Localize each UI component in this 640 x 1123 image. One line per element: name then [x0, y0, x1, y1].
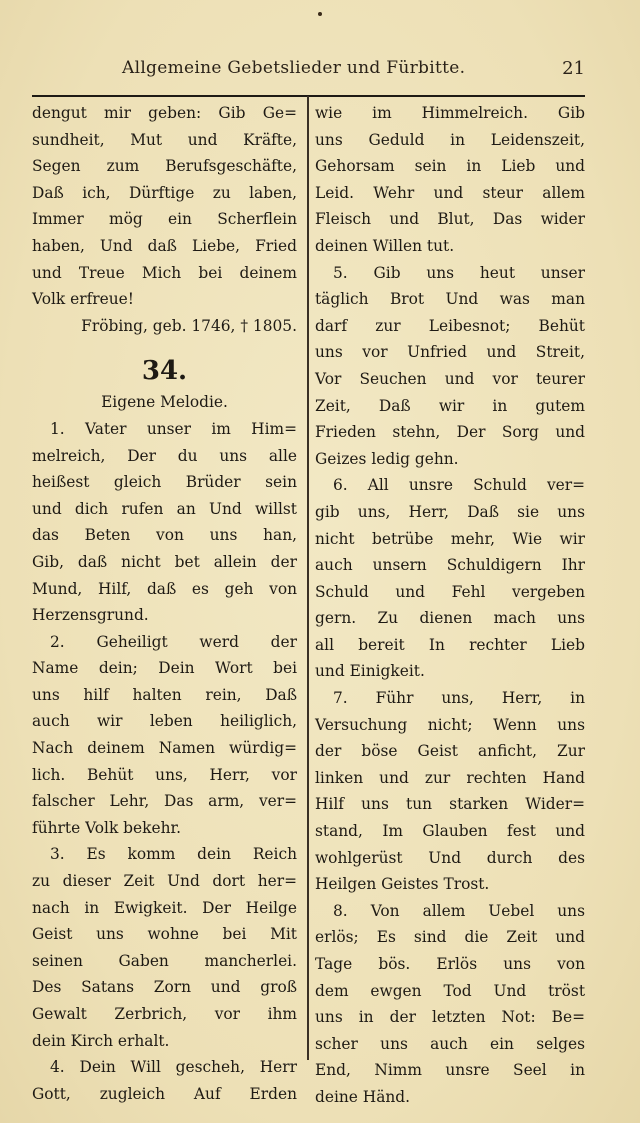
verse-line: wie im Himmelreich. Gib — [315, 104, 585, 122]
text-line: Volk erfreue! — [32, 290, 134, 309]
text-line: Immer mög ein Scherflein — [32, 210, 297, 229]
verse-line: all bereit In rechter Lieb — [315, 635, 585, 654]
verse-line: darf zur Leibesnot; Behüt — [315, 316, 585, 335]
verse-4-start — [32, 1054, 297, 1107]
verse-1 — [32, 416, 297, 629]
verse-line: Zeit, Daß wir in gutem — [315, 396, 585, 415]
verse-line: heißest gleich Brüder sein — [32, 473, 297, 492]
text-line: haben, Und daß Liebe, Fried — [32, 236, 297, 255]
verse-line: nicht betrübe mehr, Wie wir — [315, 529, 585, 548]
verse-line: Geizes ledig gehn. — [315, 449, 459, 468]
verse-line: Fleisch und Blut, Das wider — [315, 210, 585, 229]
verse-line: zu dieser Zeit Und dort her= — [32, 872, 297, 891]
section-title: Allgemeine Gebetslieder und Fürbitte. — [122, 58, 466, 78]
verse-line: 1. Vater unser im Him= — [50, 419, 297, 438]
hymn-33-ending — [32, 100, 297, 339]
verse-line: auch wir leben heiliglich, — [32, 712, 297, 731]
verse-line: Tage bös. Erlös uns von — [315, 955, 585, 973]
text-line: Segen zum Berufsgeschäfte, — [32, 157, 297, 176]
verse-line: 2. Geheiligt werd der — [50, 632, 297, 651]
verse-line: uns hilf halten rein, Daß — [32, 685, 297, 704]
verse-line: Leid. Wehr und steur allem — [315, 183, 585, 202]
left-column — [32, 100, 297, 1107]
text-line: dengut mir geben: Gib Ge= — [32, 104, 297, 122]
verse-line: lich. Behüt uns, Herr, vor — [32, 765, 297, 784]
verse-line: seinen Gaben mancherlei. — [32, 951, 297, 970]
verse-line: Name dein; Dein Wort bei — [32, 659, 297, 678]
verse-line: Gehorsam sein in Lieb und — [315, 157, 585, 176]
hymn-number: 34. — [141, 356, 188, 387]
verse-line: Des Satans Zorn und groß — [32, 978, 297, 997]
text-line: und Treue Mich bei deinem — [32, 263, 297, 282]
verse-8 — [315, 898, 585, 1111]
verse-line: 8. Von allem Uebel uns — [333, 901, 585, 920]
page-number: 21 — [562, 58, 585, 79]
verse-line: Gewalt Zerbrich, vor ihm — [32, 1005, 297, 1023]
verse-line: uns Geduld in Leidenszeit, — [315, 130, 585, 149]
text-line: Daß ich, Dürftige zu laben, — [32, 183, 297, 202]
verse-line: 5. Gib uns heut unser — [333, 263, 585, 282]
verse-line: Frieden stehn, Der Sorg und — [315, 423, 585, 442]
verse-line: uns in der letzten Not: Be= — [315, 1008, 585, 1027]
verse-line: Vor Seuchen und vor teurer — [315, 369, 585, 388]
verse-line: 6. All unsre Schuld ver= — [333, 476, 585, 495]
verse-6 — [315, 472, 585, 685]
verse-line: dem ewgen Tod Und tröst — [315, 981, 585, 1000]
ink-speck — [318, 12, 322, 16]
verse-line: auch unsern Schuldigern Ihr — [315, 556, 585, 575]
verse-line: Geist uns wohne bei Mit — [32, 925, 297, 944]
verse-line: führte Volk bekehr. — [32, 818, 182, 837]
verse-line: täglich Brot Und was man — [315, 290, 585, 309]
verse-line: Hilf uns tun starken Wider= — [315, 795, 585, 814]
column-divider — [307, 96, 309, 1060]
melody-note: Eigene Melodie. — [101, 393, 228, 412]
verse-line: und dich rufen an Und willst — [32, 499, 297, 518]
verse-line: melreich, Der du uns alle — [32, 446, 297, 465]
verse-line: scher uns auch ein selges — [315, 1034, 585, 1053]
verse-line: der böse Geist anficht, Zur — [315, 742, 585, 761]
verse-line: Herzensgrund. — [32, 606, 149, 625]
verse-line: End, Nimm unsre Seel in — [315, 1061, 585, 1080]
verse-line: 7. Führ uns, Herr, in — [333, 689, 585, 708]
verse-line: Schuld und Fehl vergeben — [315, 582, 585, 601]
running-header — [32, 58, 585, 88]
verse-line: nach in Ewigkeit. Der Heilge — [32, 898, 297, 917]
verse-line: falscher Lehr, Das arm, ver= — [32, 792, 297, 811]
verse-line: wohlgerüst Und durch des — [315, 848, 585, 867]
verse-line: uns vor Unfried und Streit, — [315, 343, 585, 362]
verse-line: Heilgen Geistes Trost. — [315, 875, 490, 894]
verse-line: 3. Es komm dein Reich — [50, 845, 297, 864]
verse-3 — [32, 841, 297, 1054]
verse-7 — [315, 685, 585, 898]
verse-line: linken und zur rechten Hand — [315, 768, 585, 787]
author-attribution: Fröbing, geb. 1746, † 1805. — [81, 316, 297, 335]
verse-2 — [32, 629, 297, 842]
verse-line: erlös; Es sind die Zeit und — [315, 928, 585, 947]
verse-line: stand, Im Glauben fest und — [315, 822, 585, 841]
verse-line: deinen Willen tut. — [315, 236, 455, 255]
verse-line: Nach deinem Namen würdig= — [32, 739, 297, 758]
right-column — [315, 100, 585, 1111]
verse-4-end — [315, 100, 585, 260]
verse-line: deine Händ. — [315, 1087, 411, 1106]
verse-line: Gib, daß nicht bet allein der — [32, 552, 297, 571]
verse-line: das Beten von uns han, — [32, 526, 297, 545]
verse-line: gib uns, Herr, Daß sie uns — [315, 502, 585, 521]
verse-5 — [315, 260, 585, 473]
verse-line: dein Kirch erhalt. — [32, 1031, 170, 1050]
verse-line: und Einigkeit. — [315, 662, 425, 681]
verse-line: Versuchung nicht; Wenn uns — [315, 715, 585, 734]
verse-line: Gott, zugleich Auf Erden — [32, 1084, 297, 1103]
text-line: sundheit, Mut und Kräfte, — [32, 130, 297, 149]
verse-line: Mund, Hilf, daß es geh von — [32, 579, 297, 598]
verse-line: 4. Dein Will gescheh, Herr — [50, 1058, 297, 1077]
verse-line: gern. Zu dienen mach uns — [315, 609, 585, 628]
